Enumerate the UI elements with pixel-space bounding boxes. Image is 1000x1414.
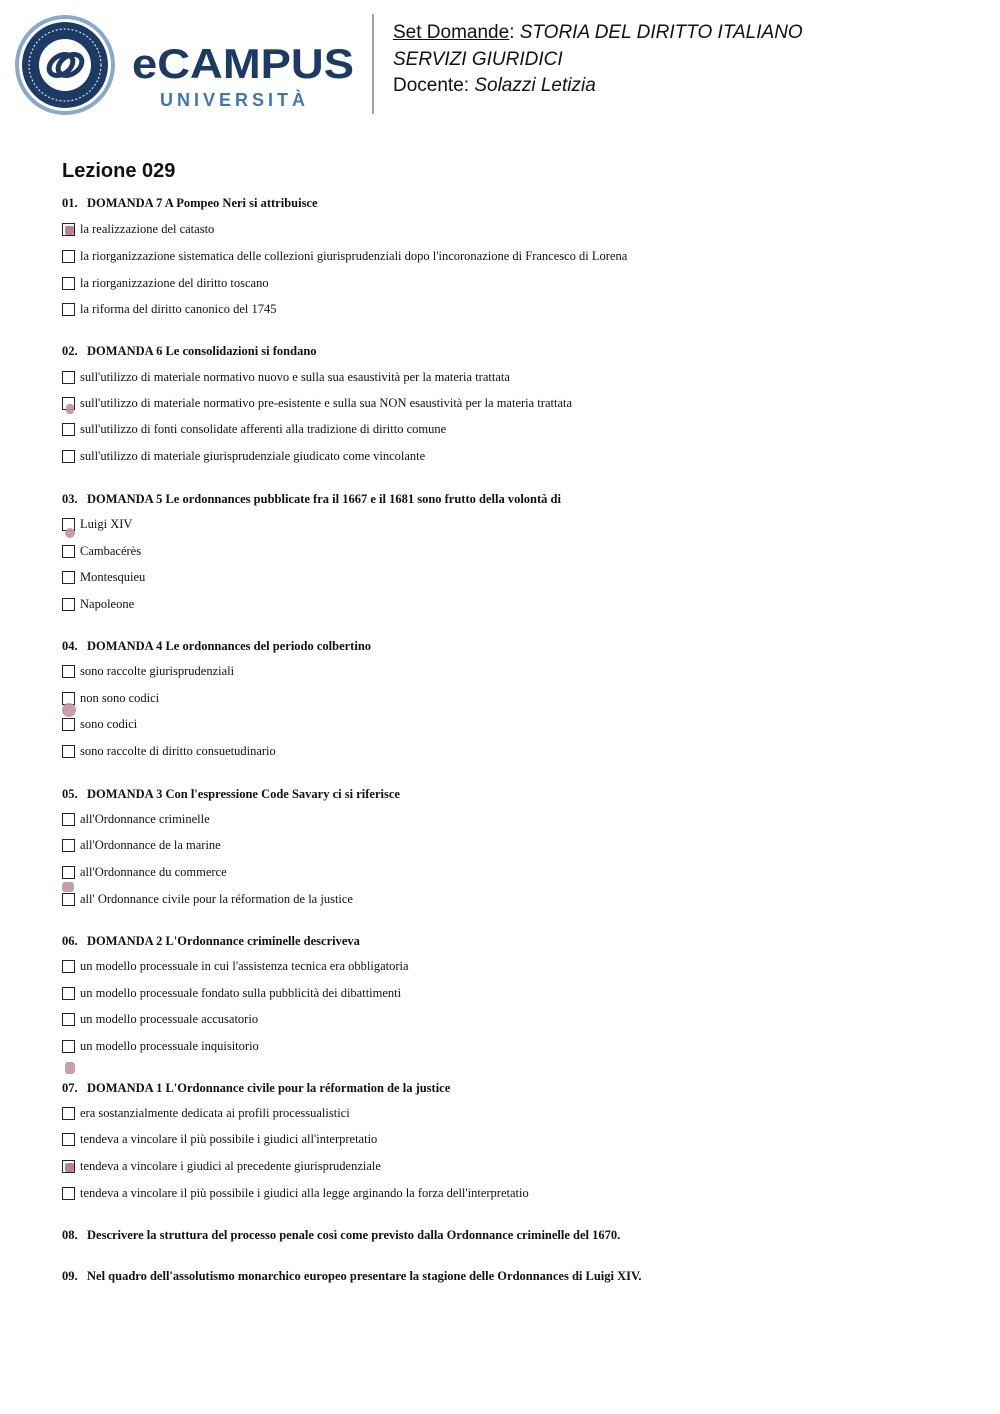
- answer-checkbox[interactable]: [62, 1133, 75, 1146]
- question-heading: [62, 787, 400, 802]
- answer-text: sull'utilizzo di materiale giurisprudenziale giudicato come vincolante: [80, 449, 426, 463]
- answer-text: tendeva a vincolare i giudici al precedente giurisprudenziale: [80, 1159, 381, 1173]
- answer-checkbox[interactable]: [62, 1160, 75, 1173]
- answer-text: Luigi XIV: [80, 517, 133, 531]
- question-heading: [62, 1228, 620, 1243]
- scan-mark: [62, 703, 76, 717]
- answer-checkbox[interactable]: [62, 250, 75, 263]
- answer-checkbox[interactable]: [62, 303, 75, 316]
- scan-mark: [65, 528, 75, 538]
- teacher-name: Solazzi Letizia: [474, 75, 596, 96]
- question-text: DOMANDA 1 L'Ordonnance civile pour la réformation de la justice: [87, 1081, 451, 1095]
- answer-text: sull'utilizzo di fonti consolidate afferenti alla tradizione di diritto comune: [80, 422, 447, 436]
- answer-text: un modello processuale fondato sulla pubblicità dei dibattimenti: [80, 986, 402, 1000]
- question-text: DOMANDA 7 A Pompeo Neri si attribuisce: [87, 196, 318, 210]
- answer-text: un modello processuale inquisitorio: [80, 1039, 259, 1053]
- answer-checkbox[interactable]: [62, 718, 75, 731]
- scan-mark: [65, 1062, 75, 1074]
- question-number: 08.: [62, 1228, 78, 1242]
- question-text: DOMANDA 3 Con l'espressione Code Savary ci si riferisce: [87, 787, 400, 801]
- question-text: DOMANDA 6 Le consolidazioni si fondano: [87, 344, 317, 358]
- answer-checkbox[interactable]: [62, 1187, 75, 1200]
- answer-checkbox[interactable]: [62, 423, 75, 436]
- answer-checkbox[interactable]: [62, 960, 75, 973]
- answer-text: tendeva a vincolare il più possibile i giudici all'interpretatio: [80, 1132, 378, 1146]
- answer-text: all'Ordonnance de la marine: [80, 838, 221, 852]
- answer-checkbox[interactable]: [62, 450, 75, 463]
- course-title: STORIA DEL DIRITTO ITALIANO: [519, 22, 803, 43]
- answer-checkbox[interactable]: [62, 839, 75, 852]
- question-number: 07.: [62, 1081, 78, 1095]
- program-name: SERVIZI GIURIDICI: [393, 48, 563, 70]
- header-divider: [372, 14, 374, 114]
- question-text: DOMANDA 5 Le ordonnances pubblicate fra il 1667 e il 1681 sono frutto della volontà di: [87, 492, 561, 506]
- scan-mark: [66, 404, 74, 414]
- question-heading: [62, 639, 371, 654]
- answer-text: un modello processuale accusatorio: [80, 1012, 259, 1026]
- answer-checkbox[interactable]: [62, 893, 75, 906]
- answer-checkbox[interactable]: [62, 745, 75, 758]
- answer-text: tendeva a vincolare il più possibile i giudici alla legge arginando la forza dell'interpretatio: [80, 1186, 529, 1200]
- answer-text: all'Ordonnance criminelle: [80, 812, 210, 826]
- question-heading: [62, 934, 360, 949]
- answer-checkbox[interactable]: [62, 665, 75, 678]
- answer-text: la riorganizzazione sistematica delle collezioni giurisprudenziali dopo l'incoronazione di Francesco di Lorena: [80, 249, 628, 263]
- answer-text: Montesquieu: [80, 570, 146, 584]
- answer-checkbox[interactable]: [62, 371, 75, 384]
- question-heading: [62, 492, 561, 507]
- question-number: 01.: [62, 196, 78, 210]
- answer-checkbox[interactable]: [62, 1013, 75, 1026]
- answer-checkbox[interactable]: [62, 598, 75, 611]
- scan-mark: [62, 882, 74, 892]
- answer-text: all' Ordonnance civile pour la réformation de la justice: [80, 892, 353, 906]
- answer-checkbox[interactable]: [62, 987, 75, 1000]
- answer-text: all'Ordonnance du commerce: [80, 865, 227, 879]
- question-text: Nel quadro dell'assolutismo monarchico europeo presentare la stagione delle Ordonnances di Luigi XIV.: [87, 1269, 642, 1283]
- question-heading: [62, 1081, 450, 1096]
- answer-checkbox[interactable]: [62, 545, 75, 558]
- answer-text: Napoleone: [80, 597, 135, 611]
- document-header: [0, 0, 1000, 130]
- question-number: 04.: [62, 639, 78, 653]
- answer-text: la riforma del diritto canonico del 1745: [80, 302, 277, 316]
- logo-brand-text: eCAMPUS: [132, 40, 354, 87]
- question-number: 05.: [62, 787, 78, 801]
- answer-text: la realizzazione del catasto: [80, 222, 215, 236]
- question-heading: [62, 1269, 642, 1284]
- question-number: 09.: [62, 1269, 78, 1283]
- set-label: Set Domande: [393, 22, 510, 43]
- answer-text: sull'utilizzo di materiale normativo pre-esistente e sulla sua NON esaustività per la materia trattata: [80, 396, 573, 410]
- answer-checkbox[interactable]: [62, 813, 75, 826]
- answer-text: Cambacérès: [80, 544, 142, 558]
- question-heading: [62, 344, 317, 359]
- question-text: DOMANDA 2 L'Ordonnance criminelle descriveva: [87, 934, 360, 948]
- answer-checkbox[interactable]: [62, 866, 75, 879]
- answer-text: era sostanzialmente dedicata ai profili processualistici: [80, 1106, 350, 1120]
- teacher-label: Docente:: [393, 75, 470, 96]
- logo-sub-text: UNIVERSITÀ: [160, 90, 310, 110]
- answer-text: sono codici: [80, 717, 138, 731]
- question-text: Descrivere la struttura del processo penale così come previsto dalla Ordonnance criminelle del 1670.: [87, 1228, 621, 1242]
- question-number: 06.: [62, 934, 78, 948]
- question-number: 02.: [62, 344, 78, 358]
- lesson-title: Lezione 029: [62, 160, 176, 182]
- answer-checkbox[interactable]: [62, 277, 75, 290]
- answer-checkbox[interactable]: [62, 1107, 75, 1120]
- answer-checkbox[interactable]: [62, 571, 75, 584]
- question-number: 03.: [62, 492, 78, 506]
- answer-text: sono raccolte di diritto consuetudinario: [80, 744, 276, 758]
- answer-text: un modello processuale in cui l'assistenza tecnica era obbligatoria: [80, 959, 409, 973]
- question-text: DOMANDA 4 Le ordonnances del periodo colbertino: [87, 639, 372, 653]
- answer-text: sono raccolte giurisprudenziali: [80, 664, 235, 678]
- answer-checkbox[interactable]: [62, 1040, 75, 1053]
- header-info: Set Domande: STORIA DEL DIRITTO ITALIANO SERVIZI GIURIDICI Docente: Solazzi Letizia: [393, 22, 803, 96]
- answer-text: sull'utilizzo di materiale normativo nuovo e sulla sua esaustività per la materia trattata: [80, 370, 510, 384]
- ecampus-wordmark-logo: [132, 40, 362, 114]
- answer-text: la riorganizzazione del diritto toscano: [80, 276, 269, 290]
- answer-checkbox[interactable]: [62, 223, 75, 236]
- question-heading: [62, 196, 318, 211]
- university-seal-logo: [14, 14, 116, 116]
- answer-text: non sono codici: [80, 691, 160, 705]
